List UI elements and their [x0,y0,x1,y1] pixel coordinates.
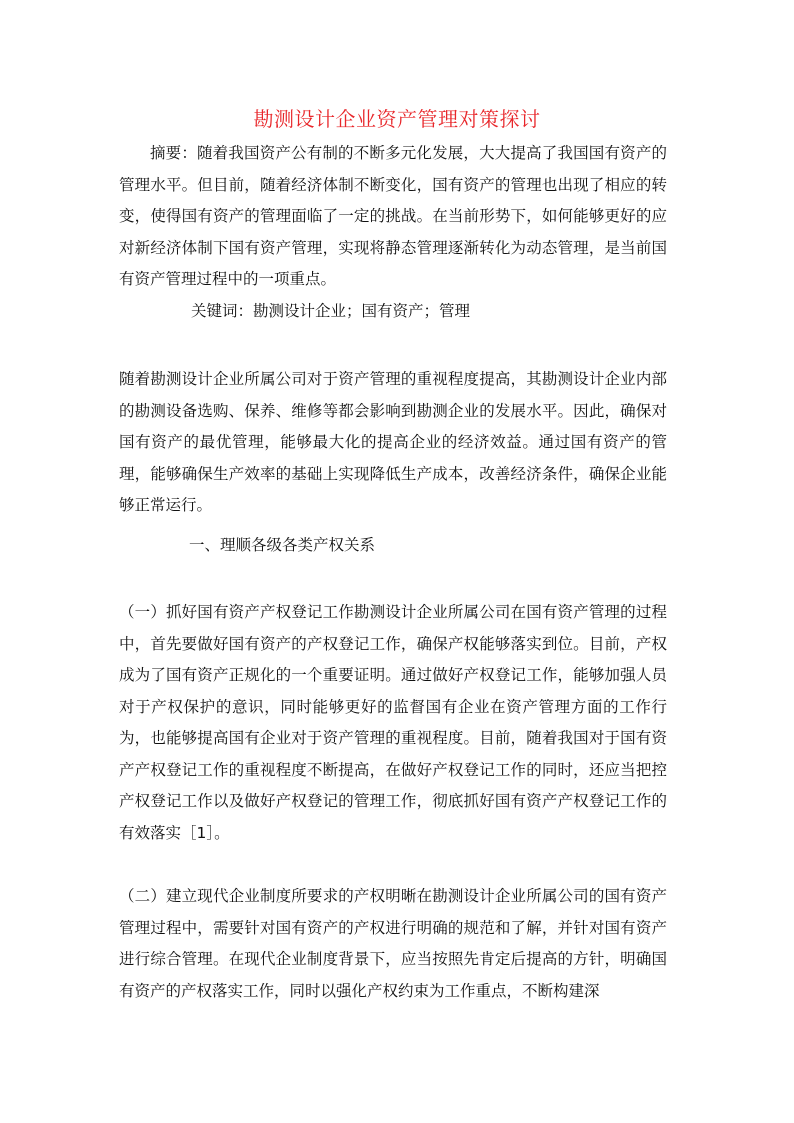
intro-paragraph: 随着勘测设计企业所属公司对于资产管理的重视程度提高，其勘测设计企业内部的勘测设备选购、保养、维修等都会影响到勘测企业的发展水平。因此，确保对国有资产的最优管理，能够最大化的提高企业的经济效益。通过国有资产的管理，能够确保生产效率的基础上实现降低生产成本，改善经济条件，确保企业能够正常运行。 [119,370,667,514]
section1-paragraph-2: （二）建立现代企业制度所要求的产权明晰在勘测设计企业所属公司的国有资产管理过程中，需要针对国有资产的产权进行明确的规范和了解，并针对国有资产进行综合管理。在现代企业制度背景下，应当按照先肯定后提高的方针，明确国有资产的产权落实工作，同时以强化产权约束为工作重点，不断构建深 [119,887,667,1000]
document-title: 勘测设计企业资产管理对策探讨 [253,107,541,131]
section-heading: 一、理顺各级各类产权关系 [189,536,376,554]
abstract-paragraph: 摘要：随着我国资产公有制的不断多元化发展，大大提高了我国国有资产的管理水平。但目前，随着经济体制不断变化，国有资产的管理也出现了相应的转变，使得国有资产的管理面临了一定的挑战。在当前形势下，如何能够更好的应对新经济体制下国有资产管理，实现将静态管理逐渐转化为动态管理，是当前国有资产管理过程中的一项重点。 [119,144,667,288]
keywords-line: 关键词：勘测设计企业；国有资产；管理 [191,302,471,320]
section1-paragraph-1: （一）抓好国有资产产权登记工作勘测设计企业所属公司在国有资产管理的过程中，首先要做好国有资产的产权登记工作，确保产权能够落实到位。目前，产权成为了国有资产正规化的一个重要证明。通过做好产权登记工作，能够加强人员对于产权保护的意识，同时能够更好的监督国有企业在资产管理方面的工作行为，也能够提高国有企业对于资产管理的重视程度。目前，随着我国对于国有资产产权登记工作的重视程度不断提高，在做好产权登记工作的同时，还应当把控产权登记工作以及做好产权登记的管理工作，彻底抓好国有资产产权登记工作的有效落实［1］。 [119,603,667,842]
